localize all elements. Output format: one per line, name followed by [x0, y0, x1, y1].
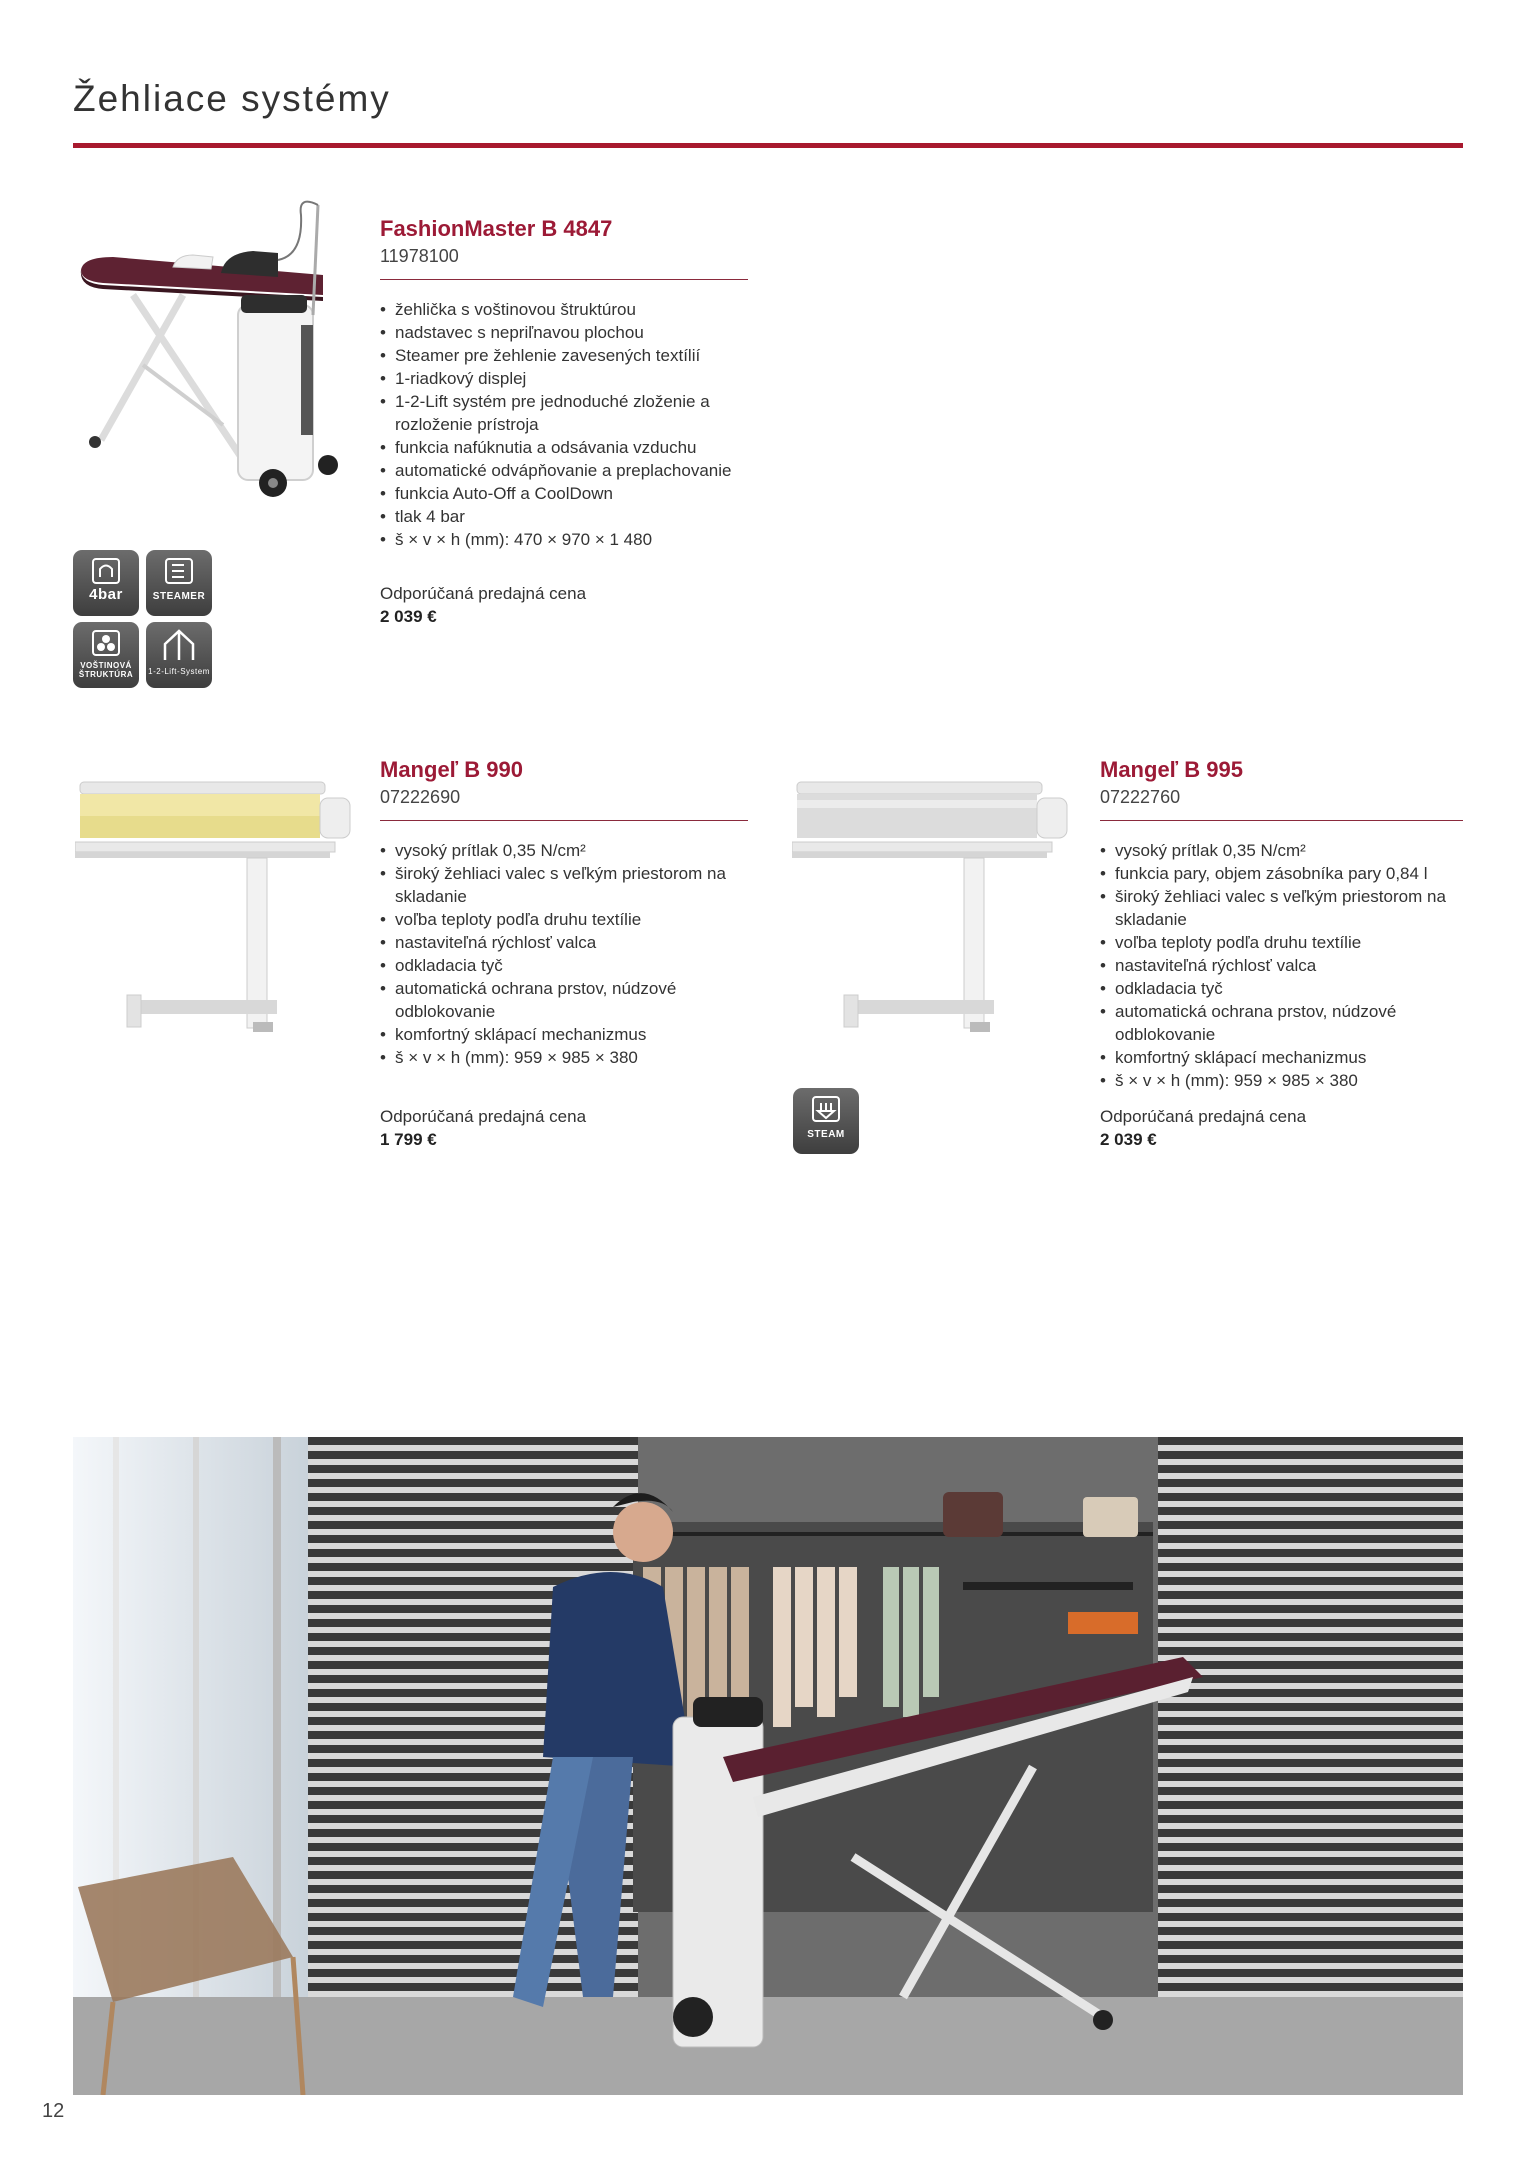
product-name: Mangeľ B 990: [380, 757, 523, 782]
feature-item: • š × v × h (mm): 959 × 985 × 380: [1100, 1069, 1463, 1092]
feature-item: • odkladacia tyč: [380, 954, 748, 977]
price-value: 1 799 €: [380, 1130, 437, 1149]
feature-item: • funkcia nafúknutia a odsávania vzduchu: [380, 436, 748, 459]
feature-item: • 1-2-Lift systém pre jednoduché zloženie a rozloženie prístroja: [380, 390, 748, 436]
feature-item: • široký žehliaci valec s veľkým priestorom na skladanie: [1100, 885, 1463, 931]
pressure-icon: [91, 557, 121, 585]
product-number: 07222760: [1100, 787, 1181, 807]
feature-item: • š × v × h (mm): 470 × 970 × 1 480: [380, 528, 748, 551]
badge-label: STEAM: [807, 1129, 845, 1140]
product-divider: [1100, 820, 1463, 821]
badge-label: 1-2-Lift-System: [148, 667, 210, 676]
lift-icon: [159, 626, 199, 664]
product-number: 11978100: [380, 246, 459, 266]
feature-item: • široký žehliaci valec s veľkým priestorom na skladanie: [380, 862, 748, 908]
fashionmaster-product-image: [73, 195, 373, 505]
product-mangel-b995: [1100, 757, 1463, 1149]
feature-item: • komfortný sklápací mechanizmus: [380, 1023, 748, 1046]
badge-steamer: [146, 550, 212, 616]
price-value: 2 039 €: [380, 607, 437, 626]
page-number: 12: [42, 2100, 65, 2122]
feature-item: • vysoký prítlak 0,35 N/cm²: [380, 839, 748, 862]
feature-list: [380, 839, 748, 1069]
badge-4bar: [73, 550, 139, 616]
page-title: Žehliace systémy: [73, 78, 391, 119]
feature-item: • nastaviteľná rýchlosť valca: [380, 931, 748, 954]
lifestyle-photo: [73, 1437, 1463, 2095]
steamer-icon: [164, 557, 194, 585]
feature-item: • voľba teploty podľa druhu textílie: [1100, 931, 1463, 954]
feature-item: • odkladacia tyč: [1100, 977, 1463, 1000]
title-divider: [73, 143, 1463, 148]
price-label: Odporúčaná predajná cena: [380, 584, 587, 603]
feature-item: • automatická ochrana prstov, núdzové odblokovanie: [380, 977, 748, 1023]
product-mangel-b990: [380, 757, 748, 1149]
feature-item: • tlak 4 bar: [380, 505, 748, 528]
product-divider: [380, 820, 748, 821]
price-label: Odporúčaná predajná cena: [380, 1107, 587, 1126]
product-divider: [380, 279, 748, 280]
badge-label: 4bar: [89, 586, 123, 603]
product-fashionmaster: [380, 216, 748, 627]
feature-item: • automatické odvápňovanie a preplachovanie: [380, 459, 748, 482]
honeycomb-icon: [91, 629, 121, 657]
feature-item: • Steamer pre žehlenie zavesených textílií: [380, 344, 748, 367]
feature-item: • funkcia pary, objem zásobníka pary 0,84 l: [1100, 862, 1463, 885]
badge-steam: [793, 1088, 859, 1154]
feature-item: • funkcia Auto-Off a CoolDown: [380, 482, 748, 505]
feature-item: • nastaviteľná rýchlosť valca: [1100, 954, 1463, 977]
product-number: 07222690: [380, 787, 461, 807]
feature-item: • voľba teploty podľa druhu textílie: [380, 908, 748, 931]
price-label: Odporúčaná predajná cena: [1100, 1107, 1307, 1126]
mangel-b995-product-image: [792, 770, 1077, 1055]
product-name: Mangeľ B 995: [1100, 757, 1243, 782]
badge-label: VOŠTINOVÁ ŠTRUKTÚRA: [78, 661, 134, 679]
badge-label: STEAMER: [152, 591, 206, 602]
steam-icon: [811, 1095, 841, 1123]
feature-item: • komfortný sklápací mechanizmus: [1100, 1046, 1463, 1069]
badge-honeycomb: [73, 622, 139, 688]
badge-lift-system: [146, 622, 212, 688]
product-name: FashionMaster B 4847: [380, 216, 613, 241]
feature-item: • automatická ochrana prstov, núdzové odblokovanie: [1100, 1000, 1463, 1046]
feature-list: [1100, 839, 1463, 1092]
mangel-b990-product-image: [75, 770, 360, 1055]
feature-item: • žehlička s voštinovou štruktúrou: [380, 298, 748, 321]
feature-item: • š × v × h (mm): 959 × 985 × 380: [380, 1046, 748, 1069]
feature-list: [380, 298, 748, 551]
feature-item: • nadstavec s nepriľnavou plochou: [380, 321, 748, 344]
feature-item: • vysoký prítlak 0,35 N/cm²: [1100, 839, 1463, 862]
feature-item: • 1-riadkový displej: [380, 367, 748, 390]
price-value: 2 039 €: [1100, 1130, 1157, 1149]
